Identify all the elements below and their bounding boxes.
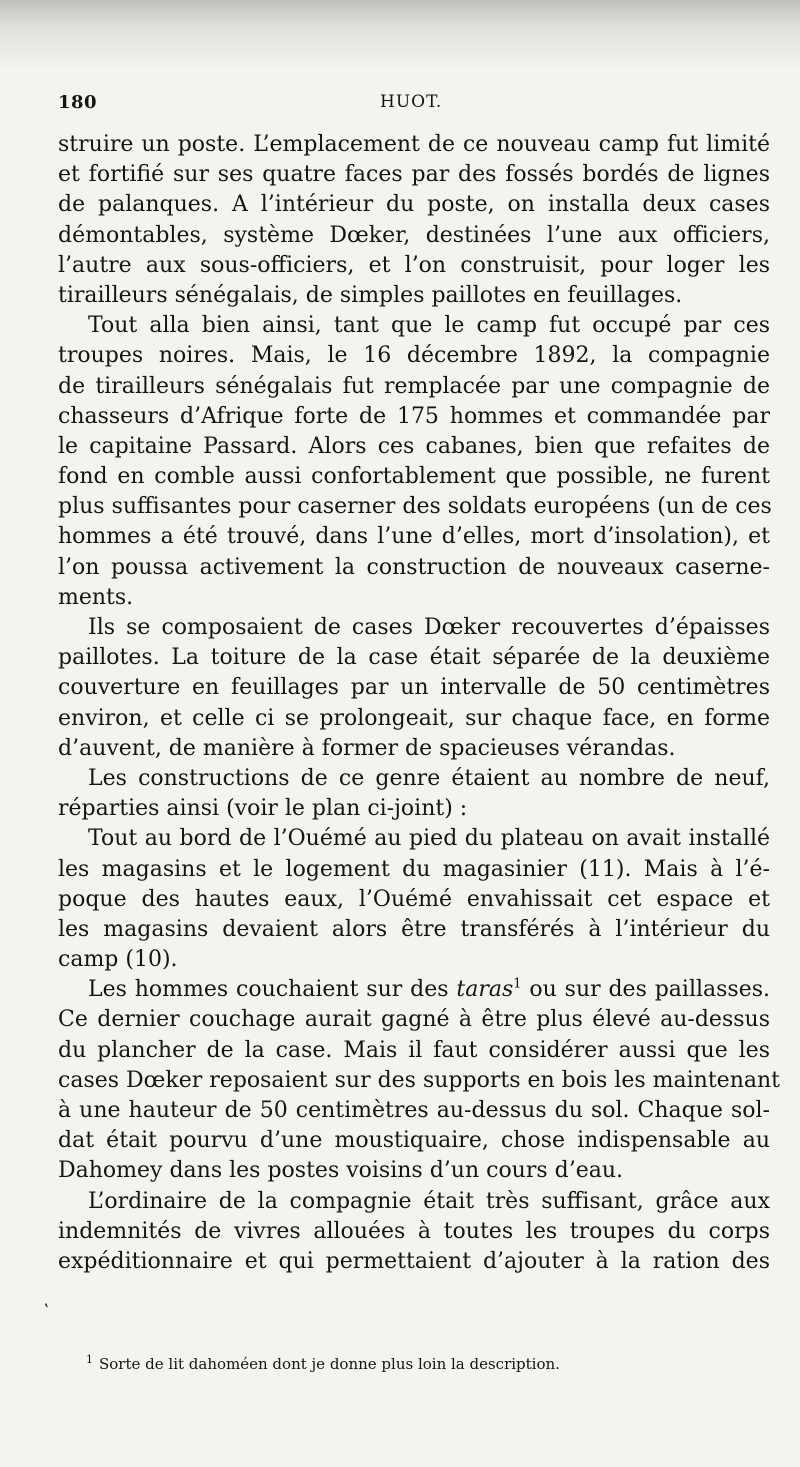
running-head [58, 92, 770, 116]
text-line: tirailleurs sénégalais, de simples paillotes en feuillages. [58, 282, 683, 308]
text-line: l’autre aux sous-officiers, et l’on construisit, pour loger les [58, 252, 770, 278]
text-line: indemnités de vivres allouées à toutes les troupes du corps [58, 1218, 770, 1244]
footnote-mark: 1 [86, 1353, 93, 1366]
text-line: Dahomey dans les postes voisins d’un cours d’eau. [58, 1158, 624, 1184]
text-line: couverture en feuillages par un intervalle de 50 centimètres [58, 675, 770, 701]
text-line: L’ordinaire de la compagnie était très suffisant, grâce aux [88, 1188, 770, 1214]
running-title: HUOT. [380, 92, 443, 112]
footnote-text: Sorte de lit dahoméen dont je donne plus loin la description. [99, 1355, 560, 1373]
body-text [58, 130, 780, 1277]
text-line: expéditionnaire et qui permettaient d’ajouter à la ration des [58, 1248, 770, 1274]
text-line: et fortifié sur ses quatre faces par des fossés bordés de lignes [58, 162, 770, 188]
text-line: poque des hautes eaux, l’Ouémé envahissait cet espace et [58, 886, 770, 912]
text-line: les magasins devaient alors être transférés à l’intérieur du [58, 916, 770, 942]
text-line: démontables, système Dœker, destinées l’une aux officiers, [58, 222, 770, 248]
text-line: le capitaine Passard. Alors ces cabanes, bien que refaites de [58, 433, 770, 459]
text-line: Ils se composaient de cases Dœker recouvertes d’épaisses [88, 615, 770, 640]
text-line: réparties ainsi (voir le plan ci-joint) : [58, 796, 468, 822]
text-line: de palanques. A l’intérieur du poste, on installa deux cases [58, 192, 770, 218]
text-run: Les hommes couchaient sur des [88, 977, 457, 1003]
text-line: paillotes. La toiture de la case était séparée de la deuxième [58, 645, 770, 671]
text-line: à une hauteur de 50 centimètres au-dessus du sol. Chaque sol- [58, 1098, 770, 1123]
footnote-reference[interactable]: 1 [513, 976, 522, 992]
text-line: d’auvent, de manière à former de spacieuses vérandas. [58, 735, 676, 761]
text-line: struire un poste. L’emplacement de ce nouveau camp fut limité [58, 132, 770, 157]
text-line: plus suffisantes pour caserner des soldats européens (un de ces [58, 494, 772, 520]
text-line: hommes a été trouvé, dans l’une d’elles, mort d’insolation), et [58, 524, 770, 550]
text-line: chasseurs d’Afrique forte de 175 hommes et commandée par [58, 403, 770, 429]
text-line: Tout alla bien ainsi, tant que le camp fut occupé par ces [88, 313, 770, 339]
scan-shadow [0, 0, 800, 70]
text-line: les magasins et le logement du magasinier (11). Mais à l’é- [58, 856, 770, 882]
text-line: du plancher de la case. Mais il faut considérer aussi que les [58, 1037, 770, 1063]
margin-mark: ‛ [44, 1300, 50, 1319]
text-line: Ce dernier couchage aurait gagné à être plus élevé au-dessus [58, 1007, 770, 1033]
text-line: camp (10). [58, 947, 178, 973]
text-line: fond en comble aussi confortablement que possible, ne furent [58, 464, 770, 490]
text-line [58, 975, 770, 1005]
text-line: cases Dœker reposaient sur des supports en bois les maintenant [58, 1067, 780, 1093]
text-line: dat était pourvu d’une moustiquaire, chose indispensable au [58, 1128, 770, 1154]
text-line: ments. [58, 584, 134, 610]
italic-term: taras [456, 977, 514, 1003]
page-number: 180 [58, 92, 98, 113]
text-line: l’on poussa activement la construction de nouveaux caserne- [58, 554, 770, 580]
text-line: Tout au bord de l’Ouémé au pied du plateau on avait installé [88, 826, 770, 852]
text-line: troupes noires. Mais, le 16 décembre 1892, la compagnie [58, 343, 770, 369]
text-line: de tirailleurs sénégalais fut remplacée par une compagnie de [58, 373, 770, 399]
text-line: Les constructions de ce genre étaient au nombre de neuf, [88, 765, 770, 791]
text-line: environ, et celle ci se prolongeait, sur chaque face, en forme [58, 705, 770, 731]
footnote [86, 1354, 746, 1374]
text-run: ou sur des paillasses. [521, 977, 771, 1003]
